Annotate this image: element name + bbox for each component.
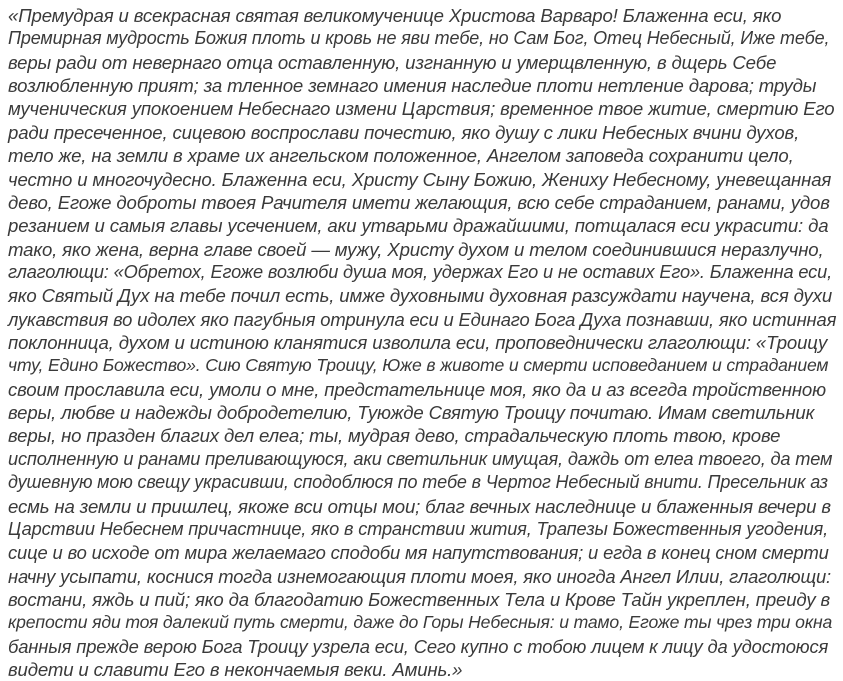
prayer-line: есмь на земли и пришлец, якоже вси отцы мои; благ вечных наследнице и блаженныя вечери в bbox=[8, 495, 831, 517]
prayer-line: Царствии Небеснем причастнице, яко в странствии жития, Трапезы Божественныя угодения, bbox=[8, 518, 829, 539]
prayer-line: своим прославила еси, умоли о мне, предстательнице моя, яко да и аз всегда тройственною bbox=[8, 378, 826, 400]
prayer-line: востани, яждь и пий; яко да благодатию Божественных Тела и Крове Тайн укреплен, преиду в bbox=[8, 588, 831, 610]
prayer-line: возлюбленную прият; за тленное земнаго имения наследие плоти нетление дарова; труды bbox=[8, 75, 817, 97]
prayer-line: веры, но празден благих дел елеа; ты, мудрая дево, страдальческую плоть твою, крове bbox=[8, 425, 781, 447]
prayer-line: начну усыпати, коснися тогда изнемогающия плоти моея, яко иногда Ангел Илии, глаголющи: bbox=[8, 565, 831, 587]
prayer-line: глаголющи: «Обретох, Егоже возлюби душа моя, удержах Его и не оставих Его». Блаженна еси, bbox=[8, 261, 832, 282]
prayer-line: банныя прежде верою Бога Троицу узрела еси, Сего купно с тобою лицем к лицу да удостоюся bbox=[8, 635, 829, 657]
prayer-line: исполненную и ранами преливающуюся, аки светильник имущая, даждь от елеа твоего, да тем bbox=[8, 448, 833, 469]
prayer-line: яко Святый Дух на тебе почил есть, имже духовными духовная разсуждати научена, вся духи bbox=[8, 285, 833, 307]
prayer-line: дево, Егоже доброты твоея Рачителя имети желающия, всю себе страданием, ранами, удов bbox=[8, 191, 830, 213]
prayer-line: «Премудрая и всекрасная святая великомученице Христова Варваро! Блаженна еси, яко bbox=[8, 5, 782, 26]
prayer-line: сице и во исходе от мира желаемаго сподоби мя напутствования; и егда в конец сном смерти bbox=[8, 542, 829, 564]
prayer-line: веры, любве и надежды добродетелию, Туюжде Святую Троицу почитаю. Имам светильник bbox=[8, 402, 815, 424]
prayer-line: крепости яди тоя далекий путь смерти, даже до Горы Небесныя: и тамо, Егоже ты чрез три окна bbox=[8, 612, 833, 633]
prayer-line: тако, яко жена, верна главе своей — мужу, Христу духом и телом соединившися неразлучно, bbox=[8, 238, 824, 260]
prayer-line: веры ради от невернаго отца оставленную, изгнанную и умерщвленную, в дщерь Себе bbox=[8, 51, 777, 73]
prayer-text-block bbox=[8, 4, 840, 681]
prayer-line: резанием и самыя главы усечением, аки утварьми дражайшими, потщалася еси украсити: да bbox=[8, 215, 829, 237]
prayer-line: чту, Едино Божество». Сию Святую Троицу, Юже в животе и смерти исповеданием и страданием bbox=[8, 355, 829, 376]
prayer-line: мученическия упокоением Небеснаго измени Царствия; временное твое житие, смертию Его bbox=[8, 98, 835, 120]
prayer-line: поклонница, духом и истиною кланятися изволила еси, проповеднически глаголющи: «Троицу bbox=[8, 332, 828, 354]
prayer-line: тело же, на земли в храме их ангельском положенное, Ангелом заповеда сохранити цело, bbox=[8, 145, 794, 167]
prayer-line: видети и славити Его в некончаемыя веки. Аминь.» bbox=[8, 659, 463, 681]
prayer-line: душевную мою свещу украсивши, сподоблюся по тебе в Чертог Небесный внити. Пресельник аз bbox=[8, 472, 828, 493]
prayer-line: ради пресеченное, сицевою воспрослави почестию, яко душу с лики Небесных вчини духов, bbox=[8, 121, 800, 143]
prayer-line: лукавствия во идолех яко пагубныя отринула еси и Единаго Бога Духа познавши, яко истинная bbox=[8, 308, 837, 330]
prayer-line: честно и многочудесно. Блаженна еси, Христу Сыну Божию, Жениху Небесному, уневещанная bbox=[8, 168, 832, 190]
prayer-line: Премирная мудрость Божия плоть и кровь не яви тебе, но Сам Бог, Отец Небесный, Иже тебе, bbox=[8, 28, 830, 49]
